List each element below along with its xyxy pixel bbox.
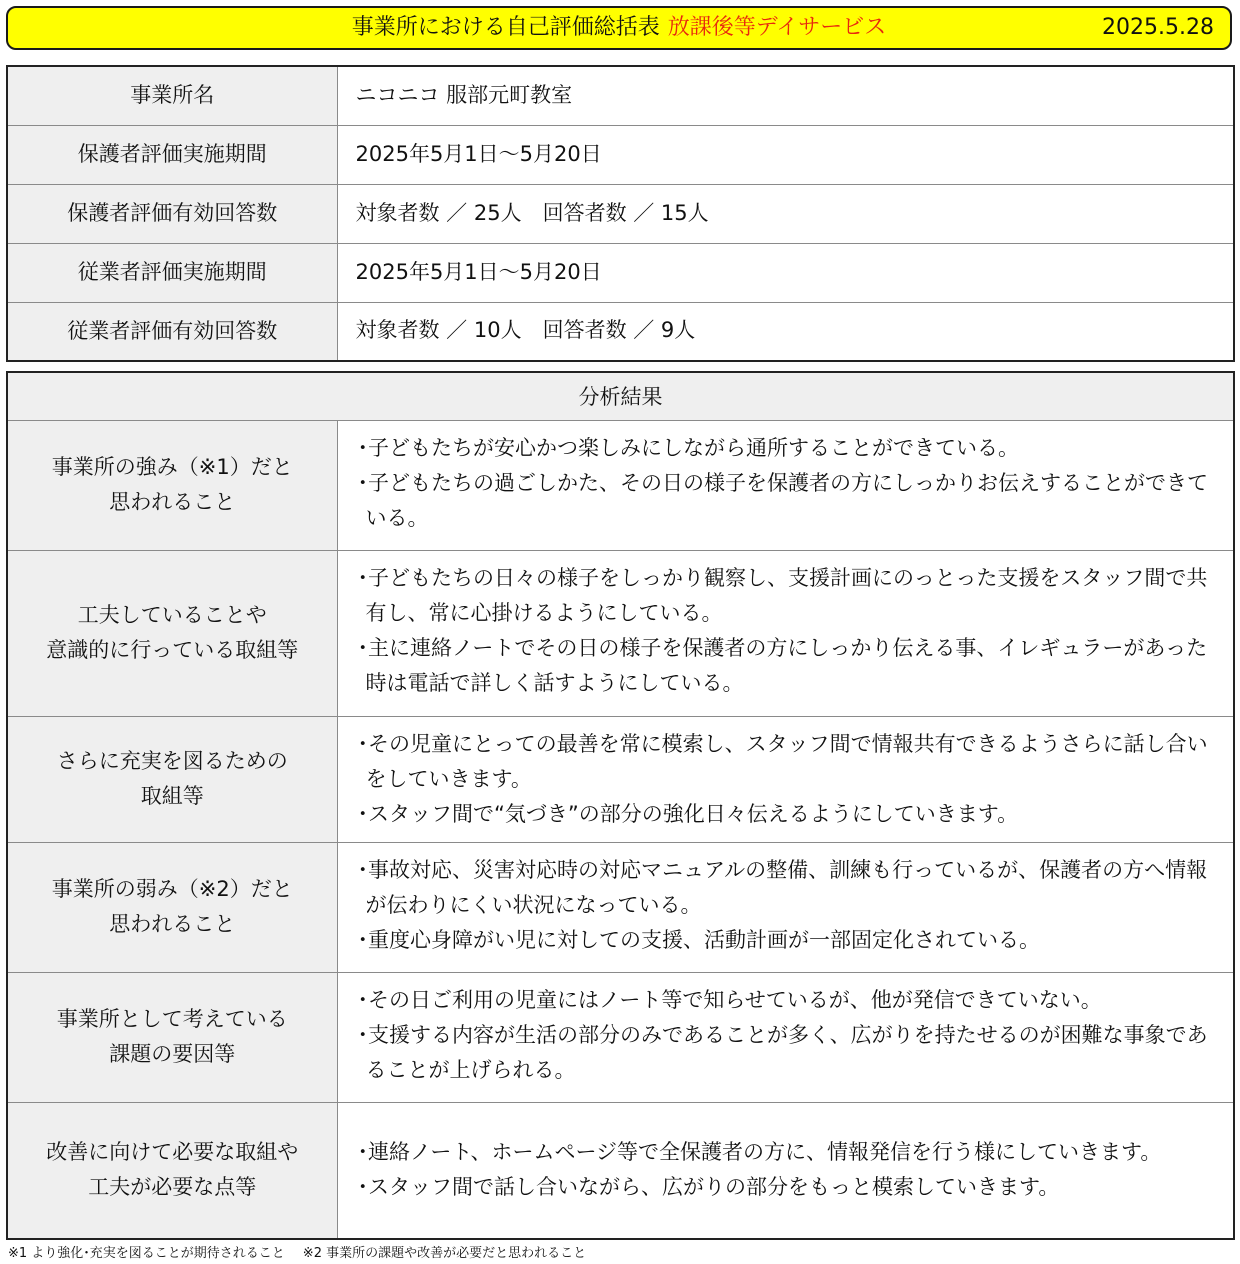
improvement-item-2: ･ スタッフ間で話し合いながら、広がりの部分をもっと模索していきます。 — [358, 1170, 1222, 1205]
weaknesses-label — [7, 842, 337, 972]
improvement-label-line-1: 改善に向けて必要な取組や — [46, 1140, 299, 1165]
staff-period-value: 2025年5月1日～5月20日 — [337, 243, 1234, 302]
enhancement-item-1: ･ その児童にとっての最善を常に模索し、スタッフ間で情報共有できるようさらに話し合いをしていきます。 — [358, 727, 1222, 797]
strengths-label-line-1: 事業所の強み（※1）だと — [51, 455, 293, 479]
analysis-row-strengths — [7, 420, 1234, 550]
efforts-item-2: ･ 主に連絡ノートでその日の様子を保護者の方にしっかり伝える事、イレギュラーがあった時は電話で詳しく話すようにしている。 — [358, 631, 1222, 701]
analysis-row-efforts — [7, 550, 1234, 716]
strengths-label-line-2: 思われること — [109, 490, 236, 514]
weaknesses-label-line-1: 事業所の弱み（※2）だと — [51, 877, 293, 901]
analysis-row-enhancement — [7, 716, 1234, 842]
efforts-label-line-1: 工夫していることや — [77, 603, 267, 627]
weaknesses-item-1: ･ 事故対応、災害対応時の対応マニュアルの整備、訓練も行っているが、保護者の方へ情報が伝わりにくい状況になっている。 — [358, 853, 1222, 923]
info-row-facility — [7, 66, 1234, 125]
guardian-responses-label: 保護者評価有効回答数 — [7, 184, 337, 243]
info-row-guardian-period — [7, 125, 1234, 184]
title-banner — [6, 6, 1232, 50]
guardian-period-label: 保護者評価実施期間 — [7, 125, 337, 184]
issues-content — [337, 972, 1234, 1102]
enhancement-label — [7, 716, 337, 842]
improvement-content — [337, 1102, 1234, 1239]
analysis-row-improvement — [7, 1102, 1234, 1239]
guardian-responses-value: 対象者数 ／ 25人 回答者数 ／ 15人 — [337, 184, 1234, 243]
weaknesses-content — [337, 842, 1234, 972]
service-type: 放課後等デイサービス — [667, 15, 887, 40]
weaknesses-item-2: ･ 重度心身障がい児に対しての支援、活動計画が一部固定化されている。 — [358, 923, 1222, 958]
footnote-2: ※2 事業所の課題や改善が必要だと思われること — [302, 1246, 587, 1261]
strengths-item-2: ･ 子どもたちの過ごしかた、その日の様子を保護者の方にしっかりお伝えすることができている。 — [358, 466, 1222, 536]
issues-label-line-1: 事業所として考えている — [56, 1007, 288, 1031]
info-row-staff-responses — [7, 302, 1234, 361]
facility-info-table — [6, 65, 1235, 362]
staff-responses-label: 従業者評価有効回答数 — [7, 302, 337, 361]
analysis-table — [6, 371, 1235, 1240]
document-date: 2025.5.28 — [1102, 15, 1214, 40]
footnotes — [8, 1242, 586, 1261]
issues-label-line-2: 課題の要因等 — [109, 1042, 236, 1066]
improvement-item-1: ･ 連絡ノート、ホームページ等で全保護者の方に、情報発信を行う様にしていきます。 — [358, 1135, 1222, 1170]
issues-item-1: ･ その日ご利用の児童にはノート等で知らせているが、他が発信できていない。 — [358, 983, 1222, 1018]
enhancement-content — [337, 716, 1234, 842]
weaknesses-label-line-2: 思われること — [109, 912, 236, 936]
improvement-label-line-2: 工夫が必要な点等 — [88, 1175, 257, 1200]
title-text — [8, 8, 1230, 48]
efforts-content — [337, 550, 1234, 716]
issues-item-2: ･ 支援する内容が生活の部分のみであることが多く、広がりを持たせるのが困難な事象であることが上げられる。 — [358, 1018, 1222, 1088]
enhancement-label-line-2: 取組等 — [140, 784, 204, 808]
facility-name-value: ニコニコ 服部元町教室 — [337, 66, 1234, 125]
strengths-content — [337, 420, 1234, 550]
strengths-item-1: ･ 子どもたちが安心かつ楽しみにしながら通所することができている。 — [358, 431, 1222, 466]
facility-name-label: 事業所名 — [7, 66, 337, 125]
info-row-staff-period — [7, 243, 1234, 302]
footnote-1: ※1 より強化･充実を図ることが期待されること — [8, 1246, 285, 1261]
analysis-row-issues — [7, 972, 1234, 1102]
guardian-period-value: 2025年5月1日～5月20日 — [337, 125, 1234, 184]
strengths-label — [7, 420, 337, 550]
analysis-header-row — [7, 372, 1234, 420]
improvement-label — [7, 1102, 337, 1239]
staff-responses-value: 対象者数 ／ 10人 回答者数 ／ 9人 — [337, 302, 1234, 361]
issues-label — [7, 972, 337, 1102]
analysis-row-weaknesses — [7, 842, 1234, 972]
efforts-item-1: ･ 子どもたちの日々の様子をしっかり観察し、支援計画にのっとった支援をスタッフ間で共有し、常に心掛けるようにしている。 — [358, 561, 1222, 631]
page-title: 事業所における自己評価総括表 — [351, 15, 660, 40]
efforts-label-line-2: 意識的に行っている取組等 — [46, 638, 299, 662]
enhancement-label-line-1: さらに充実を図るための — [56, 749, 288, 773]
staff-period-label: 従業者評価実施期間 — [7, 243, 337, 302]
analysis-header: 分析結果 — [7, 372, 1234, 420]
efforts-label — [7, 550, 337, 716]
info-row-guardian-responses — [7, 184, 1234, 243]
enhancement-item-2: ･ スタッフ間で“気づき”の部分の強化日々伝えるようにしていきます。 — [358, 797, 1222, 832]
